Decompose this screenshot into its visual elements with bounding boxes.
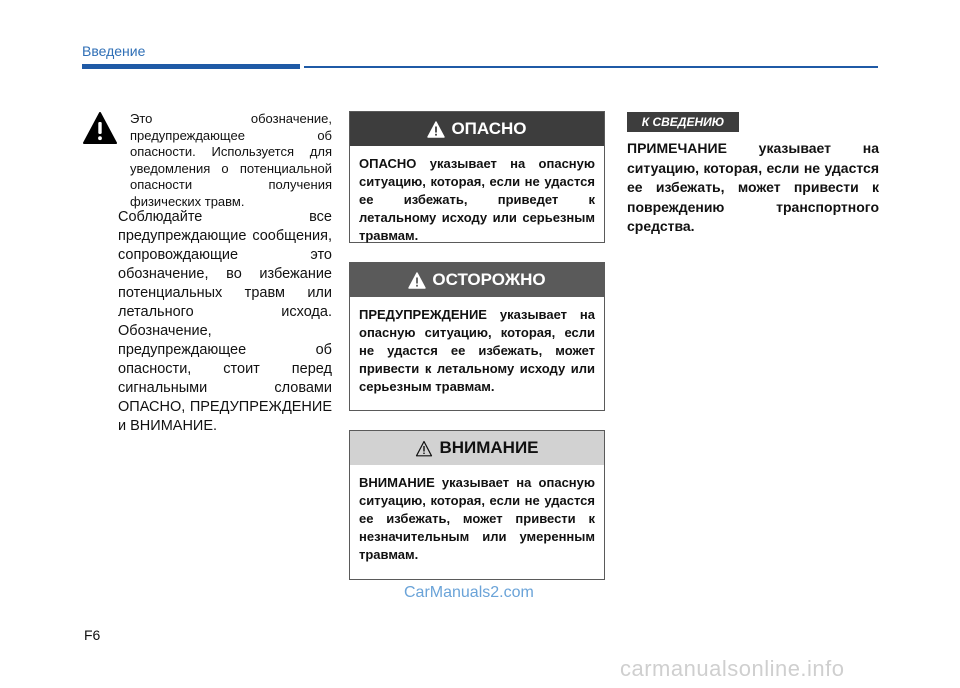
danger-box-header xyxy=(350,112,604,146)
caution-box xyxy=(349,262,605,411)
page-number: F6 xyxy=(84,627,101,643)
caution-box-header xyxy=(350,263,604,297)
attention-box-text: ВНИМАНИЕ указывает на опасную ситуацию, которая, если не удастся ее избежать, может привести к незначительным или умеренным травмам. xyxy=(359,475,595,562)
attention-box xyxy=(349,430,605,580)
footer-watermark: carmanualsonline.info xyxy=(620,656,845,681)
warning-triangle-icon xyxy=(427,121,445,138)
watermark-link[interactable]: CarManuals2.com xyxy=(404,584,534,601)
attention-box-title: ВНИМАНИЕ xyxy=(439,438,539,457)
warning-triangle-outline-icon xyxy=(415,440,433,457)
attention-box-header xyxy=(350,431,604,465)
header-rule-thin xyxy=(304,66,878,68)
danger-box-title: ОПАСНО xyxy=(451,119,527,138)
danger-box xyxy=(349,111,605,243)
intro-text: Это обозначение, предупреждающее об опасности. Используется для уведомления о потенциальной опасности получения физических травм. xyxy=(130,111,332,209)
notice-text: ПРИМЕЧАНИЕ указывает на ситуацию, которая, если не удастся ее избежать, может привести к повреждению транспортного средства. xyxy=(627,140,879,234)
body-paragraph: Соблюдайте все предупреждающие сообщения, сопровождающие это обозначение, во избежание потенциальных травм или летального исхода. Обозначение, предупреждающее об опасности, стоит перед сигнальными словами ОПАСНО, ПРЕДУПРЕЖДЕНИЕ и ВНИМАНИЕ. xyxy=(118,209,332,434)
caution-box-title: ОСТОРОЖНО xyxy=(432,270,546,289)
warning-triangle-icon xyxy=(408,272,426,289)
section-title: Введение xyxy=(82,43,146,59)
notice-badge: К СВЕДЕНИЮ xyxy=(627,112,739,132)
warning-triangle-icon xyxy=(83,112,117,144)
caution-box-text: ПРЕДУПРЕЖДЕНИЕ указывает на опасную ситуацию, которая, если не удастся ее избежать, может привести к летальному исходу или серьезным травмам. xyxy=(359,307,595,394)
danger-box-text: ОПАСНО указывает на опасную ситуацию, которая, если не удастся ее избежать, приведет к летальному исходу или серьезным травмам. xyxy=(359,156,595,243)
header-rule-thick xyxy=(82,64,300,69)
